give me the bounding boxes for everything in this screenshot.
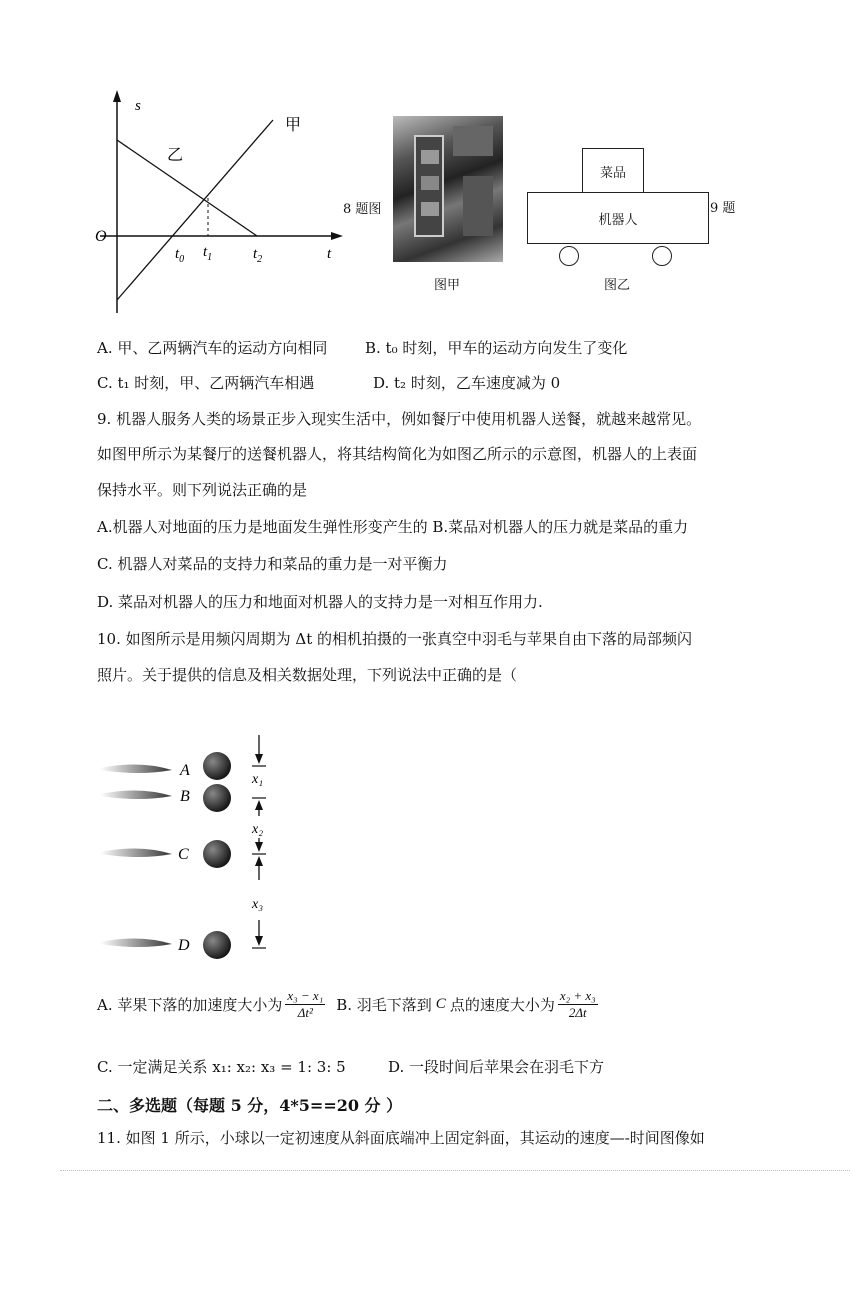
axis-s-label: s (135, 98, 141, 114)
q10-option-c: C. 一定满足关系 x₁: x₂: x₃ = 1: 3: 5 (97, 1058, 346, 1076)
t0-label: $t_0$ (175, 246, 185, 265)
q9-stem-line1: 9. 机器人服务人类的场景正步入现实生活中，例如餐厅中使用机器人送餐，就越来越常见。 (97, 410, 702, 428)
fig8-caption: 图甲 (434, 278, 461, 293)
feather-a-icon (100, 764, 172, 773)
q8-option-c: C. t₁ 时刻，甲、乙两辆汽车相遇 (97, 374, 315, 392)
q10-stem-line2: 照片。关于提供的信息及相关数据处理，下列说法中正确的是（ (97, 666, 518, 684)
point-c-label: C (178, 846, 189, 863)
strobe-figure (100, 730, 290, 965)
apple-a-icon (203, 752, 231, 780)
q10-option-b-point: C (435, 996, 446, 1012)
scan-artifact-line (60, 1170, 850, 1171)
x3-label: x₃ (252, 897, 264, 912)
q10-option-a-numerator: x₃ − x₁ (287, 988, 324, 1003)
arrow-down-2-icon (255, 842, 263, 852)
q10-option-a-denominator: Δt² (297, 1005, 313, 1020)
t1-label: $t_1$ (203, 244, 213, 263)
fig9-caption: 图乙 (604, 278, 631, 293)
jia-line (117, 120, 273, 300)
q9-option-ab: A.机器人对地面的压力是地面发生弹性形变产生的 B.菜品对机器人的压力就是菜品的重力 (97, 518, 689, 536)
axis-t-label: t (327, 246, 332, 262)
q9-option-d: D. 菜品对机器人的压力和地面对机器人的支持力是一对相互作用力. (97, 593, 543, 611)
robot-photo (393, 116, 503, 262)
section2-heading: 二、多选题（每题 5 分，4*5==20 分 ） (97, 1096, 403, 1115)
point-d-label: D (178, 937, 190, 954)
q10-option-b-denominator: 2Δt (568, 1005, 587, 1020)
point-a-label: A (180, 762, 190, 779)
robot-label: 机器人 (598, 212, 638, 228)
wheel-left (559, 246, 579, 266)
q8-option-d: D. t₂ 时刻，乙车速度减为 0 (373, 374, 561, 392)
q10-option-a-fraction (285, 988, 325, 1021)
arrow-down-3-icon (255, 936, 263, 946)
yi-line (117, 140, 257, 236)
q9-stem-line2: 如图甲所示为某餐厅的送餐机器人，将其结构简化为如图乙所示的示意图，机器人的上表面 (97, 445, 698, 463)
s-t-graph (95, 88, 345, 318)
origin-label: O (95, 228, 107, 245)
fig9-side-label: 9 题 (710, 201, 736, 216)
q10-option-b-text: B. 羽毛下落到 (336, 996, 432, 1014)
feather-b-icon (100, 790, 172, 799)
apple-d-icon (203, 931, 231, 959)
feather-d-icon (100, 938, 172, 947)
q10-option-b-numerator: x₂ + x₃ (559, 988, 596, 1003)
s-axis-arrow (113, 90, 121, 102)
t-axis-arrow (331, 232, 343, 240)
q9-stem-line3: 保持水平。则下列说法正确的是 (97, 481, 308, 499)
dish-label: 菜品 (599, 165, 626, 181)
apple-c-icon (203, 840, 231, 868)
q10-option-d: D. 一段时间后苹果会在羽毛下方 (388, 1058, 605, 1076)
q10-option-ab (97, 988, 601, 1021)
apple-b-icon (203, 784, 231, 812)
robot-photo-shapes (393, 116, 503, 262)
x1-label: x₁ (252, 772, 264, 787)
x2-label: x₂ (252, 822, 264, 837)
jia-label: 甲 (285, 117, 302, 134)
q8-option-a: A. 甲、乙两辆汽车的运动方向相同 (97, 339, 328, 357)
q10-option-b-fraction (558, 988, 598, 1021)
feather-c-icon (100, 848, 172, 857)
dish-box (582, 148, 644, 194)
q11-stem-line1: 11. 如图 1 所示，小球以一定初速度从斜面底端冲上固定斜面，其运动的速度—-时间图像如 (97, 1129, 705, 1147)
q10-option-a-text: A. 苹果下落的加速度大小为 (97, 996, 283, 1014)
point-b-label: B (180, 788, 190, 805)
wheel-right (652, 246, 672, 266)
q10-option-b-text2: 点的速度大小为 (449, 996, 555, 1014)
q9-option-c: C. 机器人对菜品的支持力和菜品的重力是一对平衡力 (97, 555, 448, 573)
robot-box (527, 192, 709, 244)
q10-stem-line1: 10. 如图所示是用频闪周期为 Δt 的相机拍摄的一张真空中羽毛与苹果自由下落的局部频闪 (97, 630, 693, 648)
yi-label: 乙 (167, 147, 184, 164)
fig8-side-label: 8 题图 (343, 202, 382, 217)
t2-label: $t_2$ (253, 246, 263, 265)
q8-option-b: B. t₀ 时刻，甲车的运动方向发生了变化 (365, 339, 628, 357)
arrow-down-1-icon (255, 754, 263, 764)
